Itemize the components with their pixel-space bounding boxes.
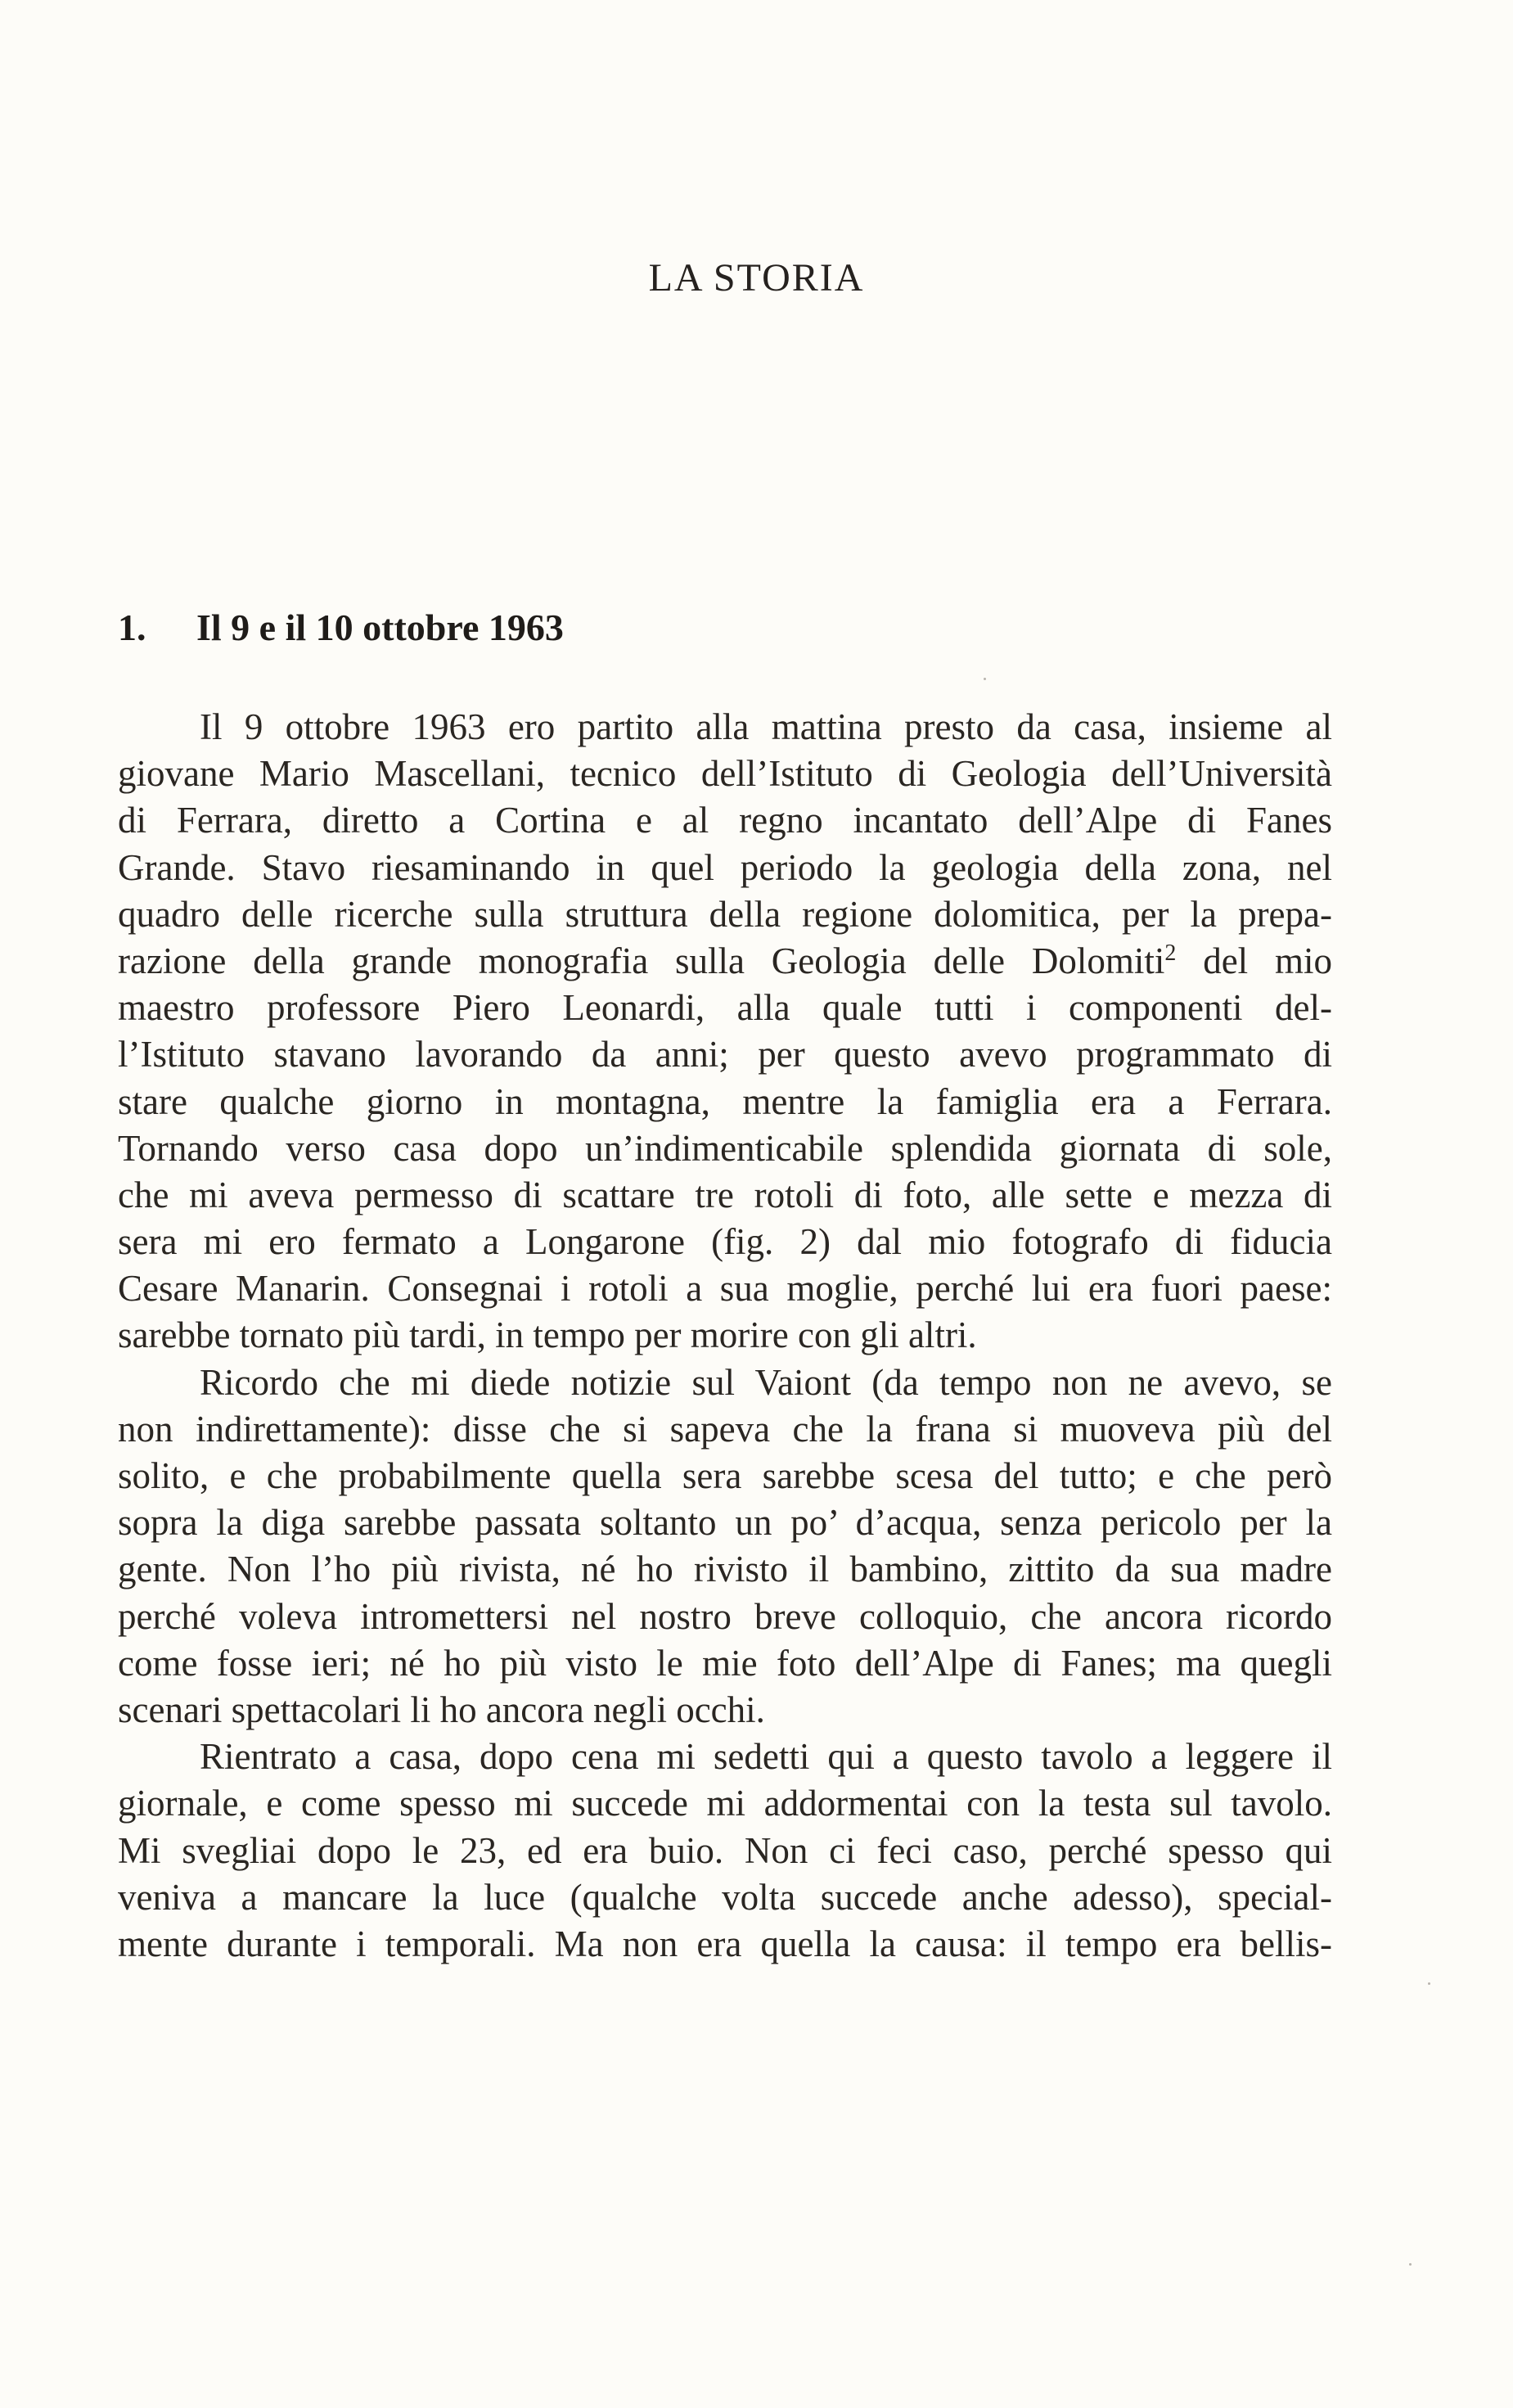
footnote-reference: 2 (1164, 940, 1177, 966)
text-line: Grande. Stavo riesaminando in quel periodo la geologia della zona, nel (118, 846, 1332, 888)
paragraph-3 (118, 1734, 1332, 1968)
scan-speck (984, 678, 986, 680)
text-line: stare qualche giorno in montagna, mentre la famiglia era a Ferrara. (118, 1080, 1332, 1122)
paragraph-1 (118, 704, 1332, 1360)
text-line: che mi aveva permesso di scattare tre rotoli di foto, alle sette e mezza di (118, 1174, 1332, 1215)
chapter-title: LA STORIA (648, 256, 865, 300)
text-line-with-footnote (118, 938, 1332, 985)
text-line: sopra la diga sarebbe passata soltanto un po’ d’acqua, senza pericolo per la (118, 1502, 1332, 1544)
scan-speck (1428, 1982, 1430, 1985)
section-heading (118, 606, 564, 649)
text-line: scenari spettacolari li ho ancora negli occhi. (118, 1689, 765, 1730)
text-line: mente durante i temporali. Ma non era quella la causa: il tempo era bellis- (118, 1923, 1332, 1964)
text-line: Ricordo che mi diede notizie sul Vaiont (da tempo non ne avevo, se (200, 1361, 1332, 1403)
text-line: quadro delle ricerche sulla struttura della regione dolomitica, per la prepa- (118, 893, 1332, 935)
section-number: 1. (118, 607, 146, 648)
text-line: come fosse ieri; né ho più visto le mie foto dell’Alpe di Fanes; ma quegli (118, 1642, 1332, 1684)
text-line: sera mi ero fermato a Longarone (fig. 2) dal mio fotografo di fiducia (118, 1221, 1332, 1263)
text-line: Tornando verso casa dopo un’indimenticabile splendida giornata di sole, (118, 1127, 1332, 1169)
text-line: perché voleva intromettersi nel nostro breve colloquio, che ancora ricordo (118, 1595, 1332, 1637)
text-line-end: del mio (1176, 940, 1332, 981)
text-line: gente. Non l’ho più rivista, né ho rivisto il bambino, zittito da sua madre (118, 1549, 1332, 1590)
section-title: Il 9 e il 10 ottobre 1963 (196, 607, 564, 648)
text-line: sarebbe tornato più tardi, in tempo per morire con gli altri. (118, 1314, 977, 1356)
text-line: maestro professore Piero Leonardi, alla quale tutti i componenti del- (118, 987, 1332, 1029)
text-line: Cesare Manarin. Consegnai i rotoli a sua moglie, perché lui era fuori paese: (118, 1268, 1332, 1310)
text-line: giovane Mario Mascellani, tecnico dell’Istituto di Geologia dell’Università (118, 753, 1332, 795)
text-line: veniva a mancare la luce (qualche volta succede anche adesso), special- (118, 1876, 1332, 1918)
text-line: solito, e che probabilmente quella sera sarebbe scesa del tutto; e che però (118, 1455, 1332, 1496)
scan-speck (1409, 2263, 1412, 2266)
text-line: di Ferrara, diretto a Cortina e al regno incantato dell’Alpe di Fanes (118, 800, 1332, 841)
text-line: l’Istituto stavano lavorando da anni; per questo avevo programmato di (118, 1034, 1332, 1075)
text-line: Rientrato a casa, dopo cena mi sedetti qui a questo tavolo a leggere il (200, 1736, 1332, 1778)
text-line-start: razione della grande monografia sulla Geologia delle Dolomiti (118, 940, 1165, 981)
text-line: Mi svegliai dopo le 23, ed era buio. Non ci feci caso, perché spesso qui (118, 1829, 1332, 1871)
body-text (118, 704, 1332, 1968)
text-line: giornale, e come spesso mi succede mi addormentai con la testa sul tavolo. (118, 1783, 1332, 1824)
text-line: non indirettamente): disse che si sapeva che la frana si muoveva più del (118, 1408, 1332, 1450)
paragraph-2 (118, 1360, 1332, 1734)
text-line: Il 9 ottobre 1963 ero partito alla mattina presto da casa, insieme al (200, 706, 1332, 747)
